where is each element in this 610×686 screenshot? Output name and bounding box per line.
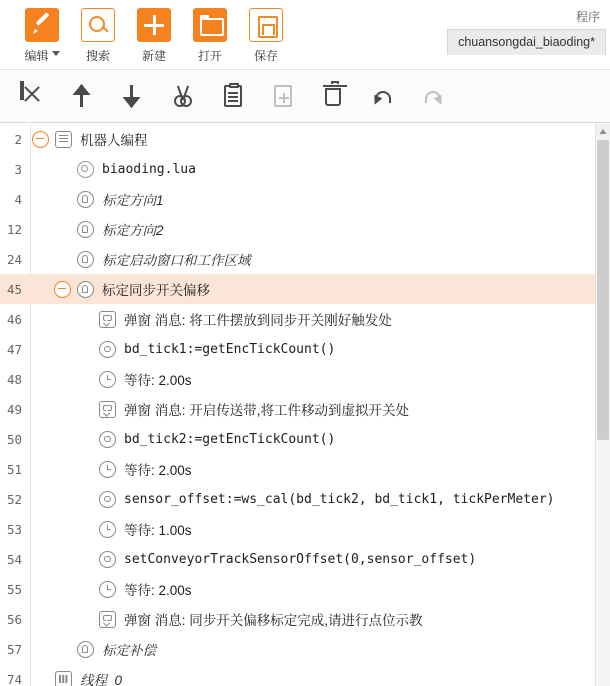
edit-toolbar	[0, 70, 610, 123]
gear-icon	[99, 341, 116, 358]
program-tree[interactable]	[0, 124, 610, 686]
tree-row[interactable]	[0, 244, 610, 274]
magnifier-icon	[81, 8, 115, 42]
line-number: 53	[6, 521, 22, 537]
circle-icon	[77, 161, 94, 178]
tree-row[interactable]	[0, 214, 610, 244]
tree-row-label: 等待: 2.00s	[124, 463, 192, 478]
line-number: 57	[6, 641, 22, 657]
tree-row-label: 弹窗 消息: 开启传送带,将工件移动到虚拟开关处	[124, 403, 410, 418]
tree-row[interactable]	[0, 364, 610, 394]
tree-row-label: 等待: 2.00s	[124, 373, 192, 388]
tree-row[interactable]	[0, 634, 610, 664]
undo-button[interactable]	[358, 74, 408, 118]
clock-icon	[99, 371, 116, 388]
proc-icon	[77, 251, 94, 268]
grid-icon	[55, 131, 72, 148]
line-number: 49	[6, 401, 22, 417]
tree-row[interactable]	[0, 514, 610, 544]
arrow-up-icon	[70, 83, 96, 109]
tree-row[interactable]	[0, 424, 610, 454]
tree-row-label: 机器人编程	[80, 133, 148, 148]
tree-row-label: 标定方向2	[102, 223, 164, 238]
tree-row[interactable]	[0, 544, 610, 574]
line-number: 12	[6, 221, 22, 237]
folder-icon	[193, 8, 227, 42]
clipboard-plus-icon	[270, 83, 296, 109]
ribbon-button-new[interactable]	[126, 4, 182, 64]
popup-icon	[99, 311, 116, 328]
tree-row-label: 标定方向1	[102, 193, 164, 208]
tree-row-label: 标定启动窗口和工作区域	[102, 253, 251, 268]
proc-icon	[77, 191, 94, 208]
line-number: 55	[6, 581, 22, 597]
popup-icon	[99, 611, 116, 628]
tree-row[interactable]	[0, 124, 610, 154]
ribbon-right-area	[447, 4, 610, 55]
line-number: 54	[6, 551, 22, 567]
undo-icon	[370, 83, 396, 109]
tree-row[interactable]	[0, 394, 610, 424]
delete-button[interactable]	[308, 74, 358, 118]
chevron-down-icon[interactable]	[52, 51, 60, 56]
line-number: 45	[6, 281, 22, 297]
tree-row-label: sensor_offset:=ws_cal(bd_tick2, bd_tick1, tickPerMeter)	[124, 491, 555, 507]
tree-row[interactable]	[0, 334, 610, 364]
move-up-button[interactable]	[58, 74, 108, 118]
ribbon-button-save[interactable]	[238, 4, 294, 64]
popup-icon	[99, 401, 116, 418]
line-number: 4	[14, 191, 22, 207]
tree-row-label: 等待: 2.00s	[124, 583, 192, 598]
redo-icon	[420, 83, 446, 109]
ribbon-label-search: 搜索	[85, 49, 110, 63]
gear-icon	[99, 551, 116, 568]
line-number: 50	[6, 431, 22, 447]
line-number: 52	[6, 491, 22, 507]
line-number: 56	[6, 611, 22, 627]
vertical-scrollbar[interactable]	[595, 124, 610, 686]
tree-row-label: 弹窗 消息: 将工件摆放到同步开关刚好触发处	[124, 313, 392, 328]
paste-button[interactable]	[258, 74, 308, 118]
tree-row[interactable]	[0, 484, 610, 514]
collapse-toggle-icon[interactable]	[54, 281, 71, 298]
tree-row-label: biaoding.lua	[102, 161, 196, 177]
tree-row-label: 等待: 1.00s	[124, 523, 192, 538]
tree-row-label: 线程_0	[80, 673, 123, 686]
line-number: 24	[6, 251, 22, 267]
disable-node-button[interactable]	[8, 74, 58, 118]
tree-row-label: bd_tick2:=getEncTickCount()	[124, 431, 336, 447]
ribbon-bar	[0, 0, 610, 70]
redo-button[interactable]	[408, 74, 458, 118]
proc-icon	[77, 281, 94, 298]
scroll-thumb[interactable]	[597, 140, 609, 440]
line-number: 48	[6, 371, 22, 387]
file-tab[interactable]: chuansongdai_biaoding*	[447, 29, 606, 55]
clock-icon	[99, 461, 116, 478]
tree-row-label: 标定同步开关偏移	[102, 283, 210, 298]
tree-row-label: bd_tick1:=getEncTickCount()	[124, 341, 336, 357]
line-number: 51	[6, 461, 22, 477]
tree-row[interactable]	[0, 574, 610, 604]
clipboard-icon	[220, 83, 246, 109]
program-tree-rows	[0, 124, 610, 686]
copy-button[interactable]	[208, 74, 258, 118]
line-number: 2	[14, 131, 22, 147]
gear-icon	[99, 431, 116, 448]
collapse-toggle-icon[interactable]	[32, 131, 49, 148]
line-number: 47	[6, 341, 22, 357]
ribbon-button-open[interactable]	[182, 4, 238, 64]
tree-row[interactable]	[0, 454, 610, 484]
thread-icon	[55, 671, 72, 686]
tree-row[interactable]	[0, 604, 610, 634]
scroll-up-arrow[interactable]	[596, 124, 610, 138]
program-label: 程序	[575, 10, 600, 24]
save-icon	[249, 8, 283, 42]
gear-icon	[99, 491, 116, 508]
clock-icon	[99, 581, 116, 598]
ribbon-button-search[interactable]	[70, 4, 126, 64]
tree-row[interactable]	[0, 304, 610, 334]
line-number: 3	[14, 161, 22, 177]
tree-row[interactable]	[0, 664, 610, 686]
tree-row-label: 标定补偿	[102, 643, 156, 658]
ribbon-button-edit[interactable]	[14, 4, 70, 64]
tree-row[interactable]	[0, 154, 610, 184]
tree-row[interactable]	[0, 184, 610, 214]
x-box-icon	[20, 83, 46, 109]
proc-icon	[77, 221, 94, 238]
tree-row-label: setConveyorTrackSensorOffset(0,sensor_offset)	[124, 551, 477, 567]
clock-icon	[99, 521, 116, 538]
ribbon-label-edit: 编辑	[24, 49, 49, 63]
arrow-down-icon	[120, 83, 146, 109]
pencil-icon	[25, 8, 59, 42]
line-number: 74	[6, 671, 22, 686]
trash-icon	[320, 83, 346, 109]
proc-icon	[77, 641, 94, 658]
ribbon-label-new: 新建	[141, 49, 166, 63]
tree-row[interactable]	[0, 274, 610, 304]
tree-row-label: 弹窗 消息: 同步开关偏移标定完成,请进行点位示教	[124, 613, 423, 628]
ribbon-label-save: 保存	[253, 49, 278, 63]
plus-icon	[137, 8, 171, 42]
cut-button[interactable]	[158, 74, 208, 118]
line-number: 46	[6, 311, 22, 327]
ribbon-label-open: 打开	[197, 49, 222, 63]
scissors-icon	[170, 83, 196, 109]
move-down-button[interactable]	[108, 74, 158, 118]
